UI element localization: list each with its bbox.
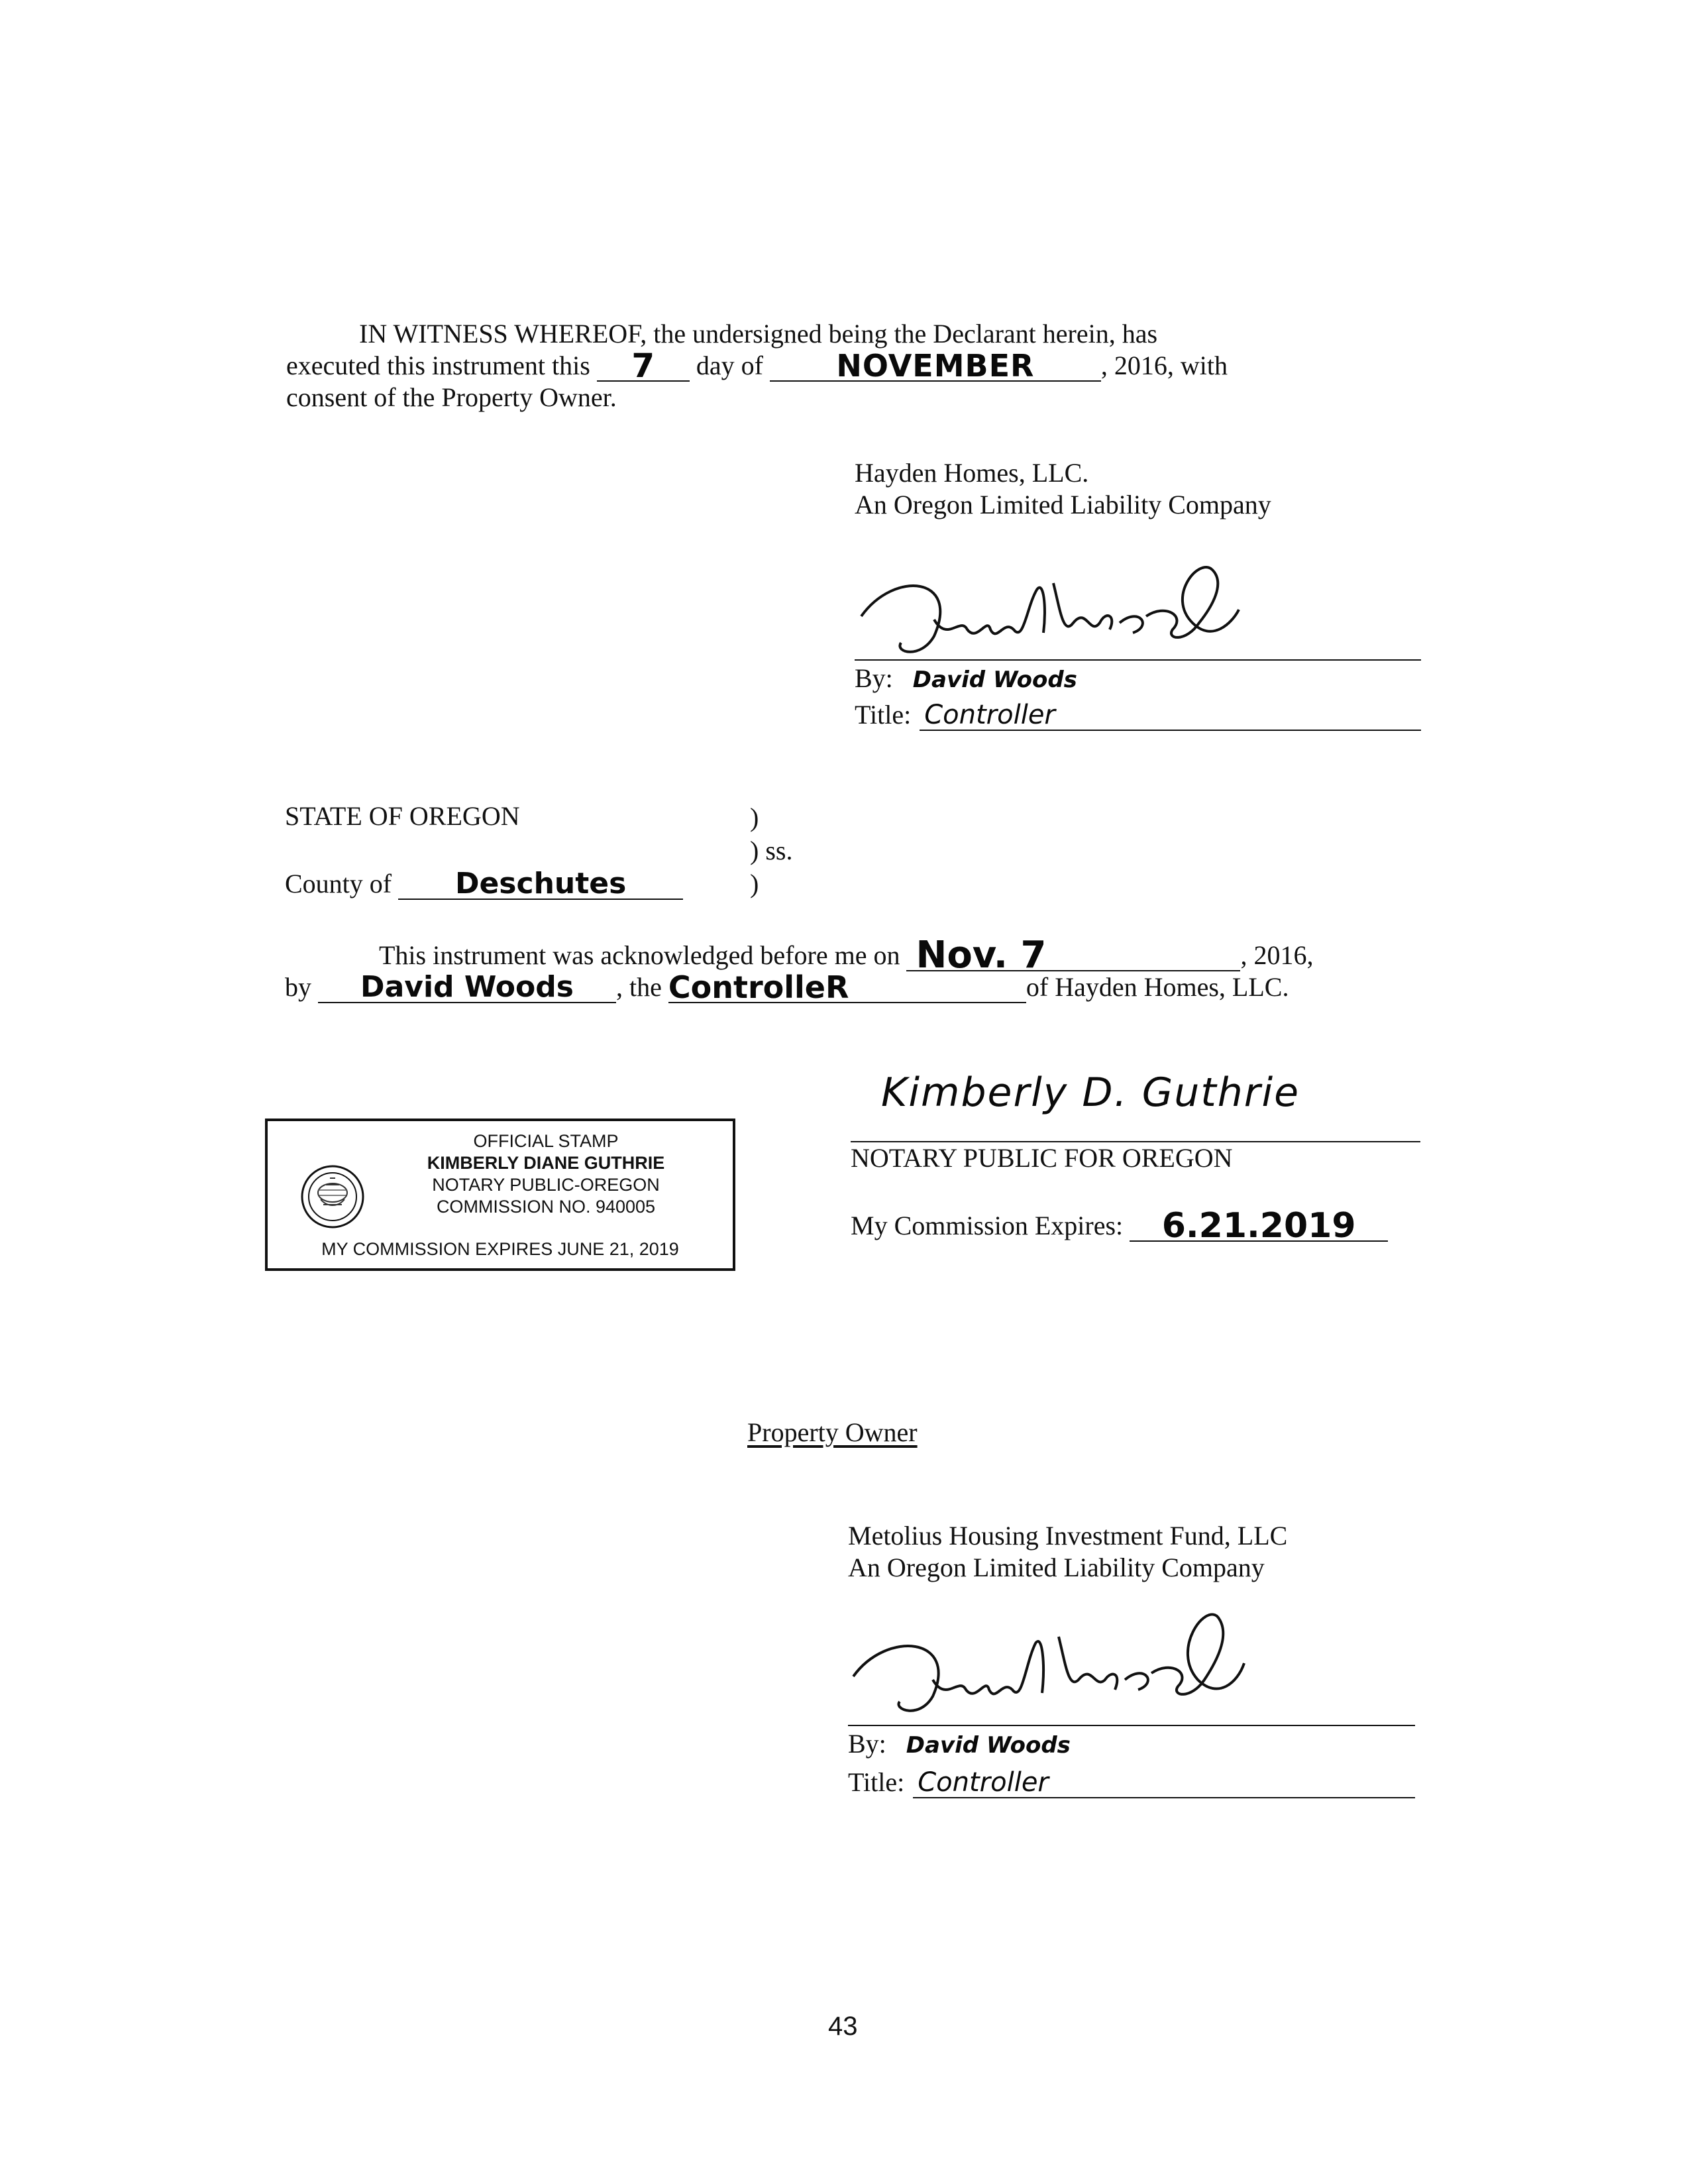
stamp-line-3: NOTARY PUBLIC-OREGON [432, 1175, 660, 1195]
venue-paren-1: ) [750, 802, 759, 832]
owner-by-row [848, 1728, 1071, 1761]
ack-by-label: by [285, 972, 311, 1002]
ack-line-1 [285, 934, 1451, 977]
notary-expires-row [851, 1206, 1388, 1246]
venue-paren-ss: ) ss. [750, 836, 793, 865]
stamp-line-1: OFFICIAL STAMP [473, 1131, 619, 1151]
stamp-commission-number: COMMISSION NO. 940005 [436, 1197, 656, 1217]
owner-title-label: Title: [848, 1767, 905, 1797]
county-value: Deschutes [398, 869, 683, 900]
year-text: , 2016, with [1100, 351, 1228, 380]
owner-title-line [913, 1797, 1415, 1798]
owner-title-row [848, 1767, 1049, 1798]
ack-name-value: David Woods [318, 973, 616, 1003]
declarant-by-value: David Woods [912, 667, 1077, 693]
declarant-signature-line [855, 659, 1421, 661]
ack-line-1-text: This instrument was acknowledged before me on [379, 940, 900, 970]
day-of-label: day of [696, 351, 763, 380]
owner-signature-line [848, 1725, 1415, 1726]
declarant-title-value: Controller [924, 700, 1055, 730]
owner-heading: Property Owner [747, 1417, 918, 1447]
county-label: County of [285, 869, 392, 899]
declarant-by-label: By: [855, 663, 893, 693]
declarant-title-label: Title: [855, 700, 912, 730]
month-value: NOVEMBER [770, 351, 1101, 382]
owner-company-desc: An Oregon Limited Liability Company [848, 1553, 1265, 1582]
ack-line-2-text: of Hayden Homes, LLC. [1026, 972, 1289, 1002]
venue-state: STATE OF OREGON [285, 801, 520, 831]
ack-the-label: , the [616, 972, 662, 1002]
acknowledgment-paragraph [285, 934, 1451, 1005]
stamp-expiration: MY COMMISSION EXPIRES JUNE 21, 2019 [321, 1239, 679, 1259]
notary-label: NOTARY PUBLIC FOR OREGON [851, 1143, 1233, 1173]
owner-by-label: By: [848, 1729, 886, 1759]
declarant-title-line [920, 730, 1421, 731]
owner-by-value: David Woods [906, 1732, 1071, 1759]
expires-label: My Commission Expires: [851, 1211, 1124, 1240]
page-number: 43 [828, 2012, 858, 2041]
notary-signature: Kimberly D. Guthrie [881, 1069, 1300, 1116]
witness-line-2-text: executed this instrument this [286, 351, 590, 380]
witness-line-3: consent of the Property Owner. [286, 382, 617, 412]
declarant-company: Hayden Homes, LLC. [855, 458, 1089, 488]
official-stamp [265, 1119, 735, 1271]
witness-line-1: IN WITNESS WHEREOF, the undersigned being the Declarant herein, has [359, 319, 1158, 349]
ack-role-value: ControlleR [668, 973, 1026, 1003]
declarant-signature-image [855, 543, 1305, 676]
ack-line-2 [285, 971, 1451, 1003]
stamp-notary-name: KIMBERLY DIANE GUTHRIE [427, 1153, 665, 1173]
venue-county-row [285, 868, 683, 900]
ack-date-value: Nov. 7 [906, 941, 1240, 971]
expires-value: 6.21.2019 [1130, 1211, 1388, 1242]
declarant-by-row [855, 663, 1077, 696]
owner-title-value: Controller [918, 1767, 1049, 1798]
owner-signature-image [847, 1590, 1297, 1736]
owner-company: Metolius Housing Investment Fund, LLC [848, 1521, 1288, 1551]
oregon-seal-icon [301, 1144, 364, 1250]
day-value: 7 [597, 351, 690, 382]
witness-paragraph [286, 318, 1426, 413]
witness-line-2 [286, 347, 1426, 385]
declarant-company-desc: An Oregon Limited Liability Company [855, 490, 1271, 519]
venue-paren-3: ) [750, 869, 759, 899]
declarant-title-row [855, 699, 1055, 731]
ack-year-text: , 2016, [1240, 940, 1314, 970]
stamp-text [367, 1130, 725, 1218]
